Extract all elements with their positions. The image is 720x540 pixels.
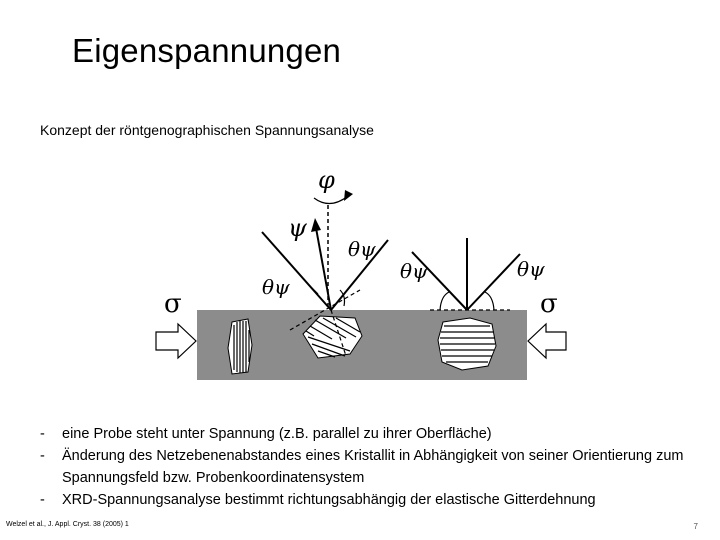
bullet-item: - Änderung des Netzebenenabstandes eines Kristallit in Abhängigkeit von seiner Orientierung zum Spannungsfeld bzw. Probenkoordinatensystem: [36, 445, 696, 489]
phi-label: φ: [318, 166, 335, 194]
theta-label-right-2: θψ: [517, 257, 545, 281]
sigma-label-right: σ: [540, 289, 558, 319]
right-geometry: [412, 238, 520, 310]
theta-label-left-lower: θψ: [262, 275, 290, 299]
stress-arrow-left: [156, 324, 196, 358]
psi-label: ψ: [288, 214, 307, 242]
sigma-label-left: σ: [164, 289, 182, 319]
page-number: 7: [693, 522, 698, 531]
grain-horizontal-hatching: [440, 326, 495, 362]
bullet-list: [36, 423, 696, 511]
theta-label-left-upper: θψ: [348, 237, 376, 261]
theta-label-right-1: θψ: [400, 259, 428, 283]
bullet-item: - XRD-Spannungsanalyse bestimmt richtungsabhängig der elastische Gitterdehnung: [36, 489, 696, 511]
slide-title: Eigenspannungen: [72, 32, 342, 69]
stress-analysis-diagram: [150, 160, 558, 400]
stress-arrow-right: [528, 324, 566, 358]
slide-subtitle: Konzept der röntgenographischen Spannungsanalyse: [40, 122, 374, 138]
bullet-item: - eine Probe steht unter Spannung (z.B. parallel zu ihrer Oberfläche): [36, 423, 696, 445]
citation: Welzel et al., J. Appl. Cryst. 38 (2005) 1: [6, 521, 129, 528]
